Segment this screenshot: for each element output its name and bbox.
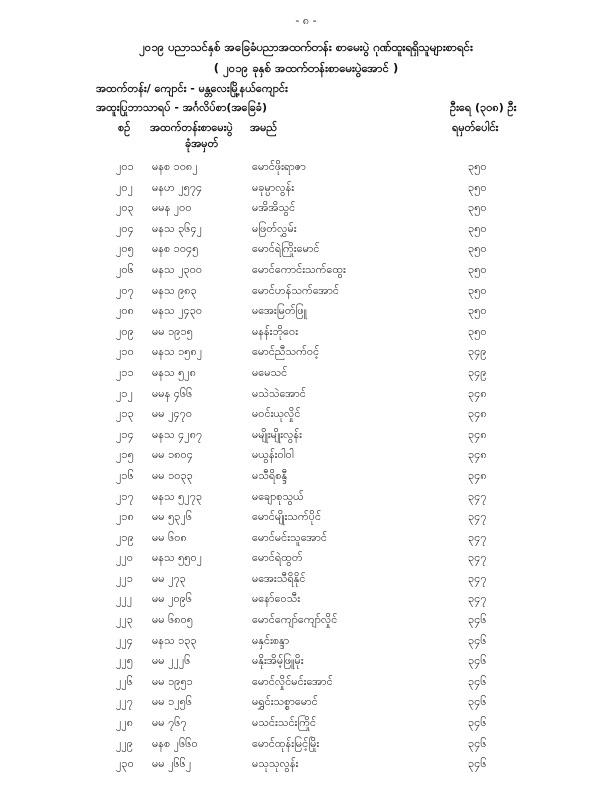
row-serial: ၂၂၂ bbox=[116, 592, 133, 606]
row-roll-number: မနသ ၁၃၃ bbox=[152, 633, 197, 647]
table-row bbox=[0, 569, 612, 590]
row-roll-number: မမ ၂၇၃ bbox=[152, 571, 186, 585]
row-roll-number: မမ ၆၀၈ bbox=[152, 530, 187, 544]
row-name: မရွှင်းသစ္စာမောင် bbox=[252, 695, 318, 709]
table-row bbox=[0, 548, 612, 569]
page-number: - ၈ - bbox=[295, 14, 317, 27]
row-serial: ၂၁၈ bbox=[116, 510, 134, 524]
row-marks: ၃၄၇ bbox=[468, 571, 487, 585]
row-name: မမေသင် bbox=[252, 365, 288, 379]
row-serial: ၂၂၅ bbox=[116, 654, 133, 668]
row-roll-number: မမန ၂၀၀ bbox=[152, 201, 192, 215]
row-name: မောင်ရဲကြိုးမောင် bbox=[252, 242, 320, 256]
row-name: မောင်ဖိုးရာဇာ bbox=[252, 160, 306, 173]
row-marks: ၃၅၀ bbox=[468, 262, 487, 276]
row-roll-number: မနသ ၁၅၈၂ bbox=[152, 345, 203, 359]
row-marks: ၃၅၀ bbox=[468, 180, 487, 194]
row-roll-number: မမ ၇၆၇ bbox=[152, 716, 187, 730]
row-name: မဖြတ်လွှမ်း bbox=[252, 221, 297, 235]
table-row bbox=[0, 219, 612, 240]
row-name: မောင်ထုန်းမြင့်မြိုး bbox=[252, 736, 320, 750]
row-serial: ၂၁၀ bbox=[116, 345, 134, 359]
row-marks: ၃၅၀ bbox=[468, 283, 487, 297]
row-roll-number: မမ ၂၄၇၀ bbox=[152, 407, 193, 421]
row-marks: ၃၄၉ bbox=[468, 365, 487, 379]
row-serial: ၂၁၉ bbox=[116, 530, 134, 544]
table-row bbox=[0, 281, 612, 302]
row-name: မအိအိသွင် bbox=[252, 201, 296, 215]
table-row bbox=[0, 445, 612, 466]
row-roll-number: မနသ ၄၂၈၇ bbox=[152, 427, 203, 441]
row-serial: ၂၀၄ bbox=[116, 221, 134, 235]
row-serial: ၂၂၀ bbox=[116, 551, 133, 565]
table-row bbox=[0, 754, 612, 775]
row-marks: ၃၄၉ bbox=[468, 345, 487, 359]
table-row bbox=[0, 466, 612, 487]
row-name: မခုမ္ပာလွန်း bbox=[252, 180, 295, 194]
row-name: မသဲသဲအောင် bbox=[252, 386, 306, 400]
row-roll-number: မနသ ၅၂၇၃ bbox=[152, 489, 203, 503]
row-name: မောင်ရဲထွတ် bbox=[252, 551, 303, 565]
row-marks: ၃၄၆ bbox=[468, 757, 487, 771]
row-roll-number: မမ ၁၂၅၆ bbox=[152, 695, 193, 709]
row-marks: ၃၅၀ bbox=[468, 201, 487, 215]
row-roll-number: မနသ ၅၂၈ bbox=[152, 365, 196, 379]
row-name: မမျိုးမျိုးလွန်း bbox=[252, 427, 302, 441]
table-row bbox=[0, 322, 612, 343]
row-name: မယွန်းဝါဝါ bbox=[252, 448, 294, 462]
row-serial: ၂၀၂ bbox=[116, 180, 133, 194]
table-row bbox=[0, 425, 612, 446]
row-roll-number: မမ ၅၃၂၆ bbox=[152, 510, 193, 524]
row-serial: ၂၁၇ bbox=[116, 489, 134, 503]
row-marks: ၃၄၇ bbox=[468, 510, 487, 524]
row-serial: ၂၁၃ bbox=[116, 407, 134, 421]
row-roll-number: မမ ၆၈၀၅ bbox=[152, 613, 193, 627]
table-row bbox=[0, 610, 612, 631]
row-serial: ၂၁၆ bbox=[116, 468, 134, 482]
table-row bbox=[0, 404, 612, 425]
row-marks: ၃၄၇ bbox=[468, 551, 487, 565]
table-row bbox=[0, 384, 612, 405]
row-roll-number: မနသ ၉၈၃ bbox=[152, 283, 197, 297]
row-marks: ၃၄၈ bbox=[468, 386, 487, 400]
table-row bbox=[0, 342, 612, 363]
row-name: မောင်လှိုင်မင်းအောင် bbox=[252, 674, 333, 688]
row-roll-number: မမ ၂၆၆၂ bbox=[152, 757, 192, 771]
table-row bbox=[0, 692, 612, 713]
results-table bbox=[0, 157, 612, 775]
row-marks: ၃၄၇ bbox=[468, 592, 487, 606]
table-row bbox=[0, 157, 612, 178]
row-serial: ၂၂၁ bbox=[116, 571, 133, 585]
row-roll-number: မမ ၁၉၁၅ bbox=[152, 324, 193, 338]
row-marks: ၃၅၀ bbox=[468, 221, 487, 235]
row-roll-number: မမ ၁၉၅၁ bbox=[152, 674, 193, 688]
table-row bbox=[0, 734, 612, 755]
row-marks: ၃၄၈ bbox=[468, 448, 487, 462]
header-serial: စဉ် bbox=[118, 121, 131, 134]
row-marks: ၃၄၆ bbox=[468, 695, 487, 709]
row-name: မနှင်းစန္ဒာ bbox=[252, 633, 290, 647]
table-row bbox=[0, 713, 612, 734]
table-row bbox=[0, 631, 612, 652]
school-line: အထက်တန်း/ ကျောင်း - မန္တလေးမြို့နယ်ကျောင်း bbox=[96, 82, 288, 95]
row-serial: ၂၂၄ bbox=[116, 633, 133, 647]
row-name: မသီရိစန္ဒီ bbox=[252, 468, 288, 482]
row-roll-number: မမ ၂၀၉၆ bbox=[152, 592, 193, 606]
table-row bbox=[0, 260, 612, 281]
row-serial: ၂၂၉ bbox=[116, 736, 133, 750]
row-marks: ၃၅၀ bbox=[468, 324, 487, 338]
header-name: အမည် bbox=[250, 121, 278, 134]
table-row bbox=[0, 487, 612, 508]
row-roll-number: မနသ ၂၄၃၀ bbox=[152, 304, 203, 318]
row-name: မောင်ညီသက်ဝင့် bbox=[252, 345, 320, 359]
row-roll-number: မနစ ၂၆၆၀ bbox=[152, 736, 198, 750]
row-name: မအေးမြတ်ဖြူ bbox=[252, 304, 307, 318]
table-row bbox=[0, 198, 612, 219]
row-name: မချောစုသွယ် bbox=[252, 489, 304, 503]
row-roll-number: မမ ၁၈၀၄ bbox=[152, 448, 193, 462]
document-subtitle: ( ၂၀၁၉ ခုနှစ် အထက်တန်းစာမေးပွဲအောင် ) bbox=[213, 61, 399, 75]
row-marks: ၃၄၇ bbox=[468, 530, 487, 544]
row-marks: ၃၅၀ bbox=[468, 242, 487, 256]
header-roll-number-line2: ခုံအမှတ် bbox=[185, 137, 219, 150]
table-row bbox=[0, 528, 612, 549]
row-serial: ၂၃၀ bbox=[116, 757, 134, 771]
row-marks: ၃၅၀ bbox=[468, 304, 487, 318]
row-name: မောင်ဟန်သက်အောင် bbox=[252, 283, 340, 297]
row-serial: ၂၂၆ bbox=[116, 674, 133, 688]
row-serial: ၂၁၁ bbox=[116, 365, 134, 379]
row-serial: ၂၀၅ bbox=[116, 242, 134, 256]
row-marks: ၃၄၆ bbox=[468, 674, 487, 688]
header-total-marks: ရမှတ်ပေါင်း bbox=[452, 121, 499, 134]
table-row bbox=[0, 301, 612, 322]
row-serial: ၂၁၄ bbox=[116, 427, 134, 441]
row-serial: ၂၀၆ bbox=[116, 262, 134, 276]
row-marks: ၃၄၆ bbox=[468, 613, 487, 627]
row-marks: ၃၄၇ bbox=[468, 489, 487, 503]
row-serial: ၂၂၇ bbox=[116, 695, 133, 709]
row-marks: ၃၄၈ bbox=[468, 427, 487, 441]
table-row bbox=[0, 178, 612, 199]
row-serial: ၂၁၅ bbox=[116, 448, 134, 462]
row-roll-number: မနစ ၁၀၈၂ bbox=[152, 160, 198, 173]
row-name: မနော်ဝေသီး bbox=[252, 592, 301, 606]
table-row bbox=[0, 589, 612, 610]
row-roll-number: မမ ၂၂၂၆ bbox=[152, 654, 191, 668]
row-name: မဝင်းယုလှိုင် bbox=[252, 407, 301, 421]
row-name: မနန်းဘိုဝေး bbox=[252, 324, 298, 338]
document-title: ၂၀၁၉ ပညာသင်နှစ် အခြေခံပညာအထက်တန်း စာမေးပွဲ ဂုဏ်ထူးရရှိသူများစာရင်း bbox=[139, 40, 473, 54]
row-roll-number: မနသ ၂၃၀၀ bbox=[152, 262, 203, 276]
row-name: မသင်းသင်းကြိုင် bbox=[252, 716, 317, 730]
row-marks: ၃၄၆ bbox=[468, 716, 487, 730]
table-row bbox=[0, 672, 612, 693]
row-serial: ၂၀၇ bbox=[116, 283, 134, 297]
row-marks: ၃၅၀ bbox=[468, 160, 487, 173]
row-name: မသုသုလွန်း bbox=[252, 757, 299, 771]
row-marks: ၃၄၈ bbox=[468, 468, 487, 482]
row-marks: ၃၄၆ bbox=[468, 633, 487, 647]
row-serial: ၂၀၈ bbox=[116, 304, 134, 318]
row-marks: ၃၄၆ bbox=[468, 654, 487, 668]
row-name: မောင်ကျော်ကျော်လှိုင် bbox=[252, 613, 338, 627]
row-roll-number: မနသ ၃၆၄၂ bbox=[152, 221, 203, 235]
row-name: မအေးသီရိနိုင် bbox=[252, 571, 306, 585]
row-roll-number: မနဟ ၂၅၇၄ bbox=[152, 180, 203, 194]
row-serial: ၂၀၉ bbox=[116, 324, 134, 338]
student-count: ဦးရေ (၃၀၈) ဦး bbox=[450, 101, 517, 114]
table-row bbox=[0, 507, 612, 528]
row-marks: ၃၄၆ bbox=[468, 736, 487, 750]
row-name: မောင်ကောင်းသက်ထွေး bbox=[252, 262, 346, 276]
row-roll-number: မမန ၄၆၆ bbox=[152, 386, 193, 400]
row-roll-number: မမ ၁၀၃၃ bbox=[152, 468, 193, 482]
table-row bbox=[0, 363, 612, 384]
row-marks: ၃၄၈ bbox=[468, 407, 487, 421]
table-row bbox=[0, 651, 612, 672]
row-name: မနိုးအိမ့်ဖြူမိုး bbox=[252, 654, 304, 668]
row-serial: ၂၂၈ bbox=[116, 716, 134, 730]
table-row bbox=[0, 239, 612, 260]
subject-line: အထူးပြုဘာသာရပ် - အင်္ဂလိပ်စာ(အခြေခံ) bbox=[96, 101, 267, 114]
header-roll-number: အထက်တန်းစာမေးပွဲ bbox=[150, 121, 233, 134]
row-name: မောင်မင်းသူအောင် bbox=[252, 530, 327, 544]
row-serial: ၂၂၃ bbox=[116, 613, 133, 627]
row-serial: ၂၀၁ bbox=[116, 160, 134, 173]
row-name: မောင်မျိုးသက်ပိုင် bbox=[252, 510, 322, 524]
row-roll-number: မနသ ၅၅၀၂ bbox=[152, 551, 203, 565]
row-roll-number: မနစ ၁၀၄၅ bbox=[152, 242, 199, 256]
row-serial: ၂၁၂ bbox=[116, 386, 133, 400]
row-serial: ၂၀၃ bbox=[116, 201, 134, 215]
